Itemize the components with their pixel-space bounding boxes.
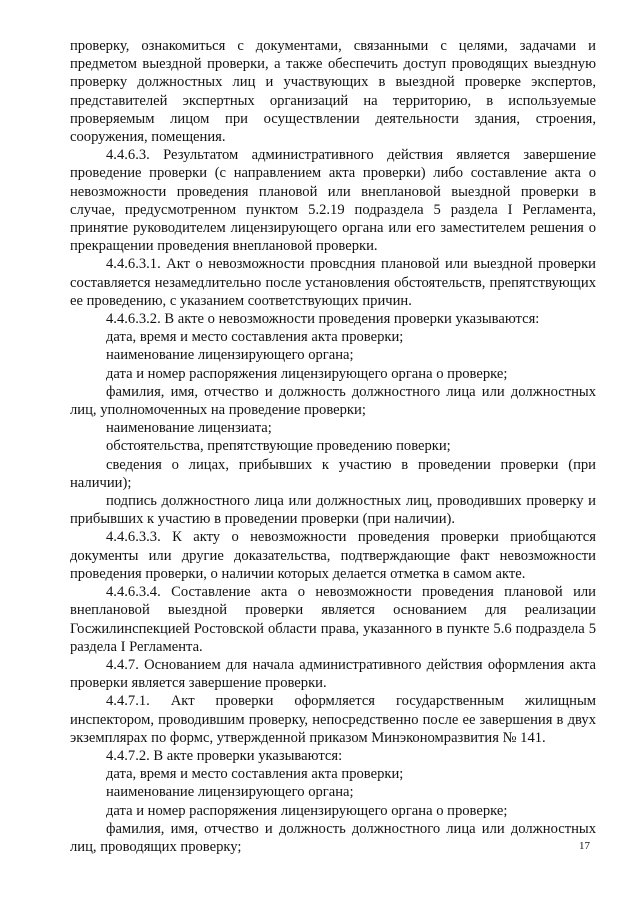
paragraph: 4.4.6.3. Результатом административного действия является завершение проведение проверки (с направлением акта проверки) либо составление акта о невозможности проведения плановой или внеплановой выездной проверки в случае, предусмотренном пунктом 5.2.19 подраздела 5 раздела I Регламента, принятие руководителем лицензирующего органа или его заместителем решения о прекращении проведения внеплановой проверки. xyxy=(70,147,596,255)
paragraph: наименование лицензирующего органа; xyxy=(106,347,354,364)
paragraph: подпись должностного лица или должностных лиц, проводивших проверку и прибывших к участию в проведении проверки (при наличии). xyxy=(70,493,596,528)
paragraph: наименование лицензирующего органа; xyxy=(106,784,354,801)
paragraph: 4.4.7. Основанием для начала административного действия оформления акта проверки является завершение проверки. xyxy=(70,656,596,692)
paragraph: дата, время и место составления акта проверки; xyxy=(106,329,404,346)
paragraph: фамилия, имя, отчество и должность должностного лица или должностных лиц, проводящих проверку; xyxy=(70,820,596,855)
paragraph: проверку, ознакомиться с документами, связанными с целями, задачами и предметом выездной проверки, а также обеспечить доступ проводящих выездную проверку должностных лиц и участвующих в выездной проверке экспертов, представителей экспертных организаций на территорию, в используемые проверяемым лицом при осуществлении деятельности здания, строения, сооружения, помещения. xyxy=(70,38,596,146)
paragraph: фамилия, имя, отчество и должность должностного лица или должностных лиц, уполномоченных на проведение проверки; xyxy=(70,383,596,419)
paragraph: 4.4.6.3.2. В акте о невозможности проведения проверки указываются: xyxy=(106,311,540,328)
paragraph: 4.4.6.3.3. К акту о невозможности проведения проверки приобщаются документы или другие доказательства, подтверждающие факт невозможности проведения проверки, о наличии которых делается отметка в самом акте. xyxy=(70,529,596,582)
page-number: 17 xyxy=(579,840,590,852)
paragraph: дата и номер распоряжения лицензирующего органа о проверке; xyxy=(106,802,508,819)
paragraph: наименование лицензиата; xyxy=(106,420,272,437)
paragraph: сведения о лицах, прибывших к участию в проведении проверки (при наличии); xyxy=(70,456,596,491)
paragraph: 4.4.6.3.4. Составление акта о невозможности проведения плановой или внеплановой выездной проверки является основанием для реализации Госжилинспекцией Ростовской области права, указанного в пункте 5.6 подраздела 5 раздела I Регламента. xyxy=(70,584,596,655)
paragraph: 4.4.6.3.1. Акт о невозможности провсдния плановой или выездной проверки составляется незамедлительно после установления обстоятельств, препятствующих ее проведению, с указанием соответствующих причин. xyxy=(70,256,596,309)
document-body xyxy=(70,37,596,856)
paragraph: 4.4.7.2. В акте проверки указываются: xyxy=(106,747,343,764)
paragraph: обстоятельства, препятствующие проведению поверки; xyxy=(106,438,451,455)
paragraph: дата, время и место составления акта проверки; xyxy=(106,766,404,783)
paragraph: дата и номер распоряжения лицензирующего органа о проверке; xyxy=(106,365,508,382)
paragraph: 4.4.7.1. Акт проверки оформляется государственным жилищным инспектором, проводившим проверку, непосредственно после ее завершения в двух экземплярах по формс, утвержденной приказом Минэкономразвития № 141. xyxy=(70,693,596,746)
